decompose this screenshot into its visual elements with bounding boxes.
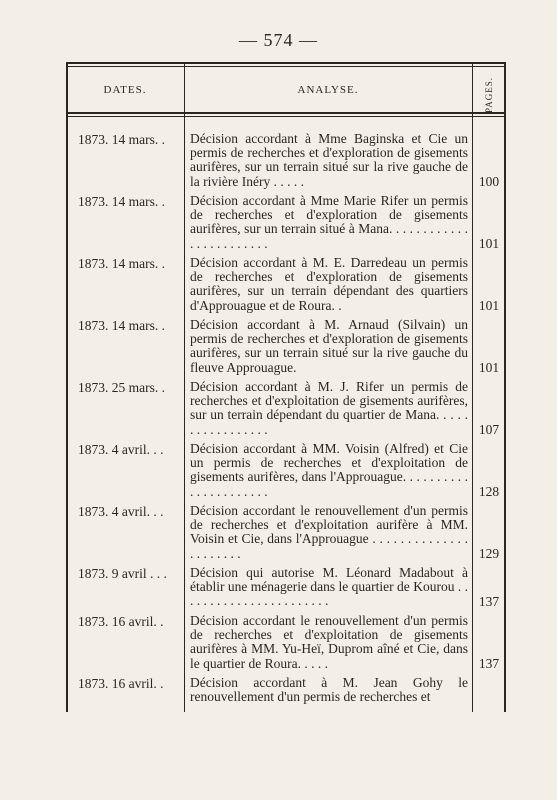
entry-analysis: Décision accordant à MM. Voisin (Alfred) et Cie un permis de recherches et d'exploitation de gisements aurifères, dans l'Approuague. . . . . . . . . . . . . . . . . . . . . . [190,441,468,499]
entry-analysis: Décision accordant à M. J. Rifer un permis de recherches et d'exploitation de gisements aurifères, sur un terrain dépendant du quartier de Mana. . . . . . . . . . . . . . . . . [190,379,468,437]
entry-page: 137 [478,594,500,609]
entry-date: 1873. 16 avril. . [78,676,164,691]
entry-analysis: Décision accordant à M. E. Darredeau un permis de recherches et d'exploration de gisements aurifères, sur un terrain dépendant des quartiers d'Approuague et de Roura. . [190,255,468,313]
header-rule-thin [66,116,506,117]
entry-analysis: Décision accordant à Mme Baginska et Cie un permis de recherches et d'exploration de gisements aurifères, sur un terrain situé sur la rive gauche de la rivière Inéry . . . . . [190,131,468,189]
entry-date: 1873. 14 mars. . [78,194,165,209]
entry-date: 1873. 16 avril. . [78,614,164,629]
table-header [66,68,506,114]
header-dates: DATES. [103,84,147,96]
entry-analysis: Décision accordant à M. Arnaud (Silvain) un permis de recherches et d'exploration de gisements aurifères, sur un terrain situé sur la rive gauche du fleuve Approuague. [190,317,468,375]
column-divider-dates [184,62,185,712]
entry-page: 101 [478,360,500,375]
header-pages-cell [474,74,504,116]
column-divider-pages [472,62,473,712]
entry-analysis: Décision qui autorise M. Léonard Madabout à établir une ménagerie dans le quartier de Kourou . . . . . . . . . . . . . . . . . . . . . . . [190,565,468,609]
entry-page: 137 [478,656,500,671]
entry-date: 1873. 9 avril . . . [78,566,167,581]
entry-page: 100 [478,174,500,189]
entry-date: 1873. 4 avril. . . [78,442,164,457]
entry-page: 101 [478,298,500,313]
entry-page: 101 [478,236,500,251]
entry-date: 1873. 14 mars. . [78,256,165,271]
entry-analysis: Décision accordant à M. Jean Gohy le renouvellement d'un permis de recherches et [190,675,468,705]
entry-date: 1873. 25 mars. . [78,380,165,395]
entry-date: 1873. 4 avril. . . [78,504,164,519]
header-pages: PAGES. [484,77,494,113]
entry-analysis: Décision accordant le renouvellement d'un permis de recherches et d'exploitation de gisements aurifères à MM. Yu-Heï, Duprom aîné et Cie, dans le quartier de Roura. . . . . [190,613,468,671]
page-number: — 574 — [239,30,318,50]
entry-analysis: Décision accordant à Mme Marie Rifer un permis de recherches et d'exploration de gisements aurifères, sur un terrain situé à Mana. . . . . . . . . . . . . . . . . . . . . . . . [190,193,468,251]
top-rule-thin [66,66,506,67]
entry-page: 128 [478,484,500,499]
right-border [504,62,506,712]
entry-date: 1873. 14 mars. . [78,132,165,147]
top-rule [66,62,506,64]
entry-analysis: Décision accordant le renouvellement d'un permis de recherches et d'exploitation aurifère à MM. Voisin et Cie, dans l'Approuague . . . . . . . . . . . . . . . . . . . . . . [190,503,468,561]
header-analyse: ANALYSE. [297,84,359,96]
ledger-table [66,62,506,712]
entry-page: 129 [478,546,500,561]
entry-date: 1873. 14 mars. . [78,318,165,333]
header-rule [66,112,506,114]
left-border [66,62,68,712]
entry-page: 107 [478,422,500,437]
